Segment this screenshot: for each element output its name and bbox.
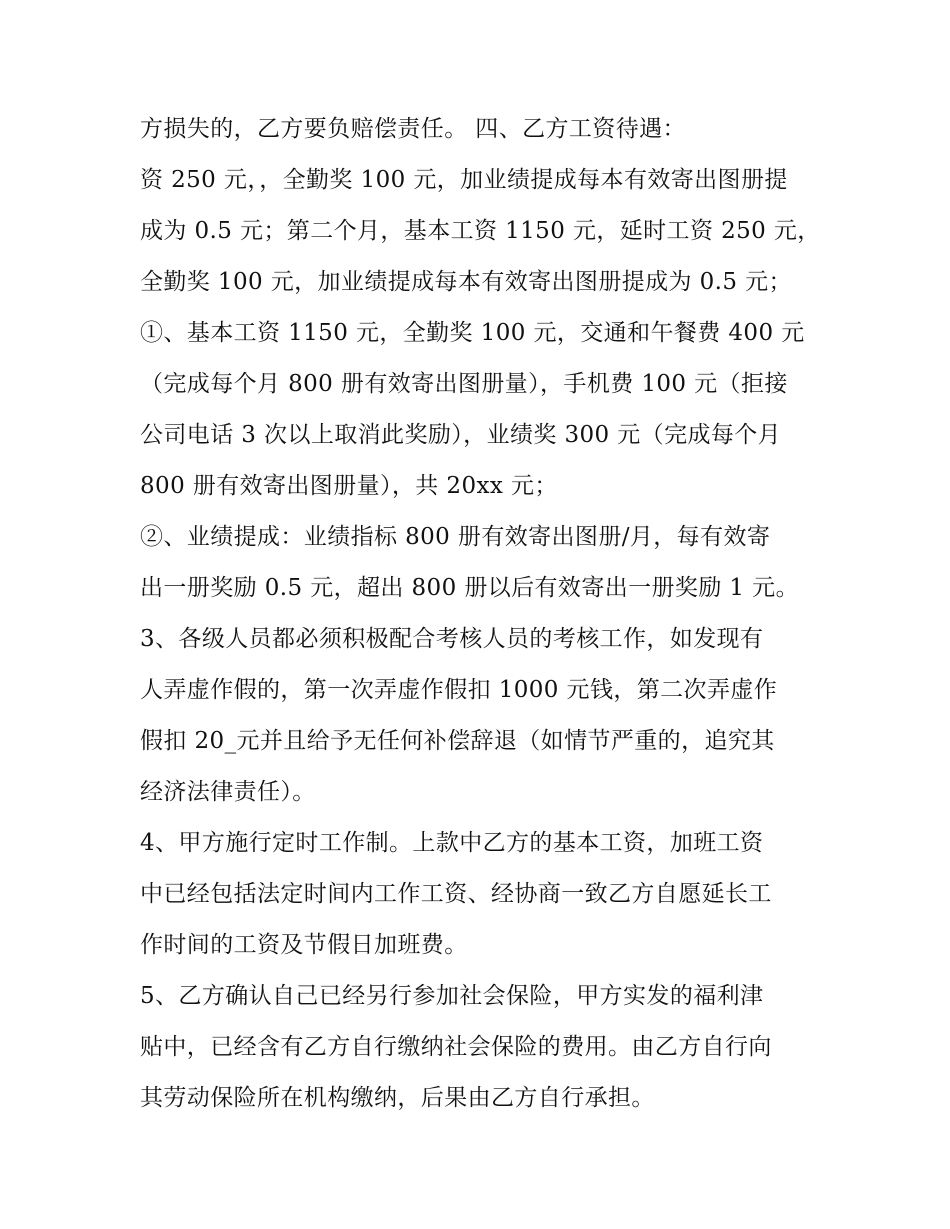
text-line: 其劳动保险所在机构缴纳，后果由乙方自行承担。 (140, 1085, 655, 1111)
text-line: ①、基本工资 1150 元，全勤奖 100 元，交通和午餐费 400 元 (140, 320, 805, 346)
text-line: 5、乙方确认自己已经另行参加社会保险，甲方实发的福利津 (140, 983, 764, 1009)
text-line: 作时间的工资及节假日加班费。 (140, 932, 468, 958)
text-line: 4、甲方施行定时工作制。上款中乙方的基本工资，加班工资 (140, 830, 764, 856)
text-line: 全勤奖 100 元，加业绩提成每本有效寄出图册提成为 0.5 元； (140, 269, 792, 295)
text-line: 人弄虚作假的，第一次弄虚作假扣 1000 元钱，第二次弄虚作 (140, 677, 778, 703)
text-line: （完成每个月 800 册有效寄出图册量），手机费 100 元（拒接 (140, 371, 788, 397)
text-line: 成为 0.5 元；第二个月，基本工资 1150 元，延时工资 250 元， (140, 218, 821, 244)
text-line: 经济法律责任）。 (140, 779, 316, 805)
text-line: 假扣 20_元并且给予无任何补偿辞退（如情节严重的，追究其 (140, 728, 775, 754)
text-line: ②、业绩提成：业绩指标 800 册有效寄出图册/月，每有效寄 (140, 524, 771, 550)
text-line: 资 250 元，，全勤奖 100 元，加业绩提成每本有效寄出图册提 (140, 167, 788, 193)
text-line: 公司电话 3 次以上取消此奖励），业绩奖 300 元（完成每个月 (140, 422, 782, 448)
text-line: 3、各级人员都必须积极配合考核人员的考核工作，如发现有 (140, 626, 764, 652)
text-line: 方损失的，乙方要负赔偿责任。 四、乙方工资待遇： (140, 116, 686, 142)
text-line: 中已经包括法定时间内工作工资、经协商一致乙方自愿延长工 (140, 881, 772, 907)
contract-text-body (140, 104, 830, 1124)
text-line: 贴中，已经含有乙方自行缴纳社会保险的费用。由乙方自行向 (140, 1034, 772, 1060)
text-line: 出一册奖励 0.5 元，超出 800 册以后有效寄出一册奖励 1 元。 (140, 575, 799, 601)
text-line: 800 册有效寄出图册量），共 20xx 元； (140, 473, 558, 499)
